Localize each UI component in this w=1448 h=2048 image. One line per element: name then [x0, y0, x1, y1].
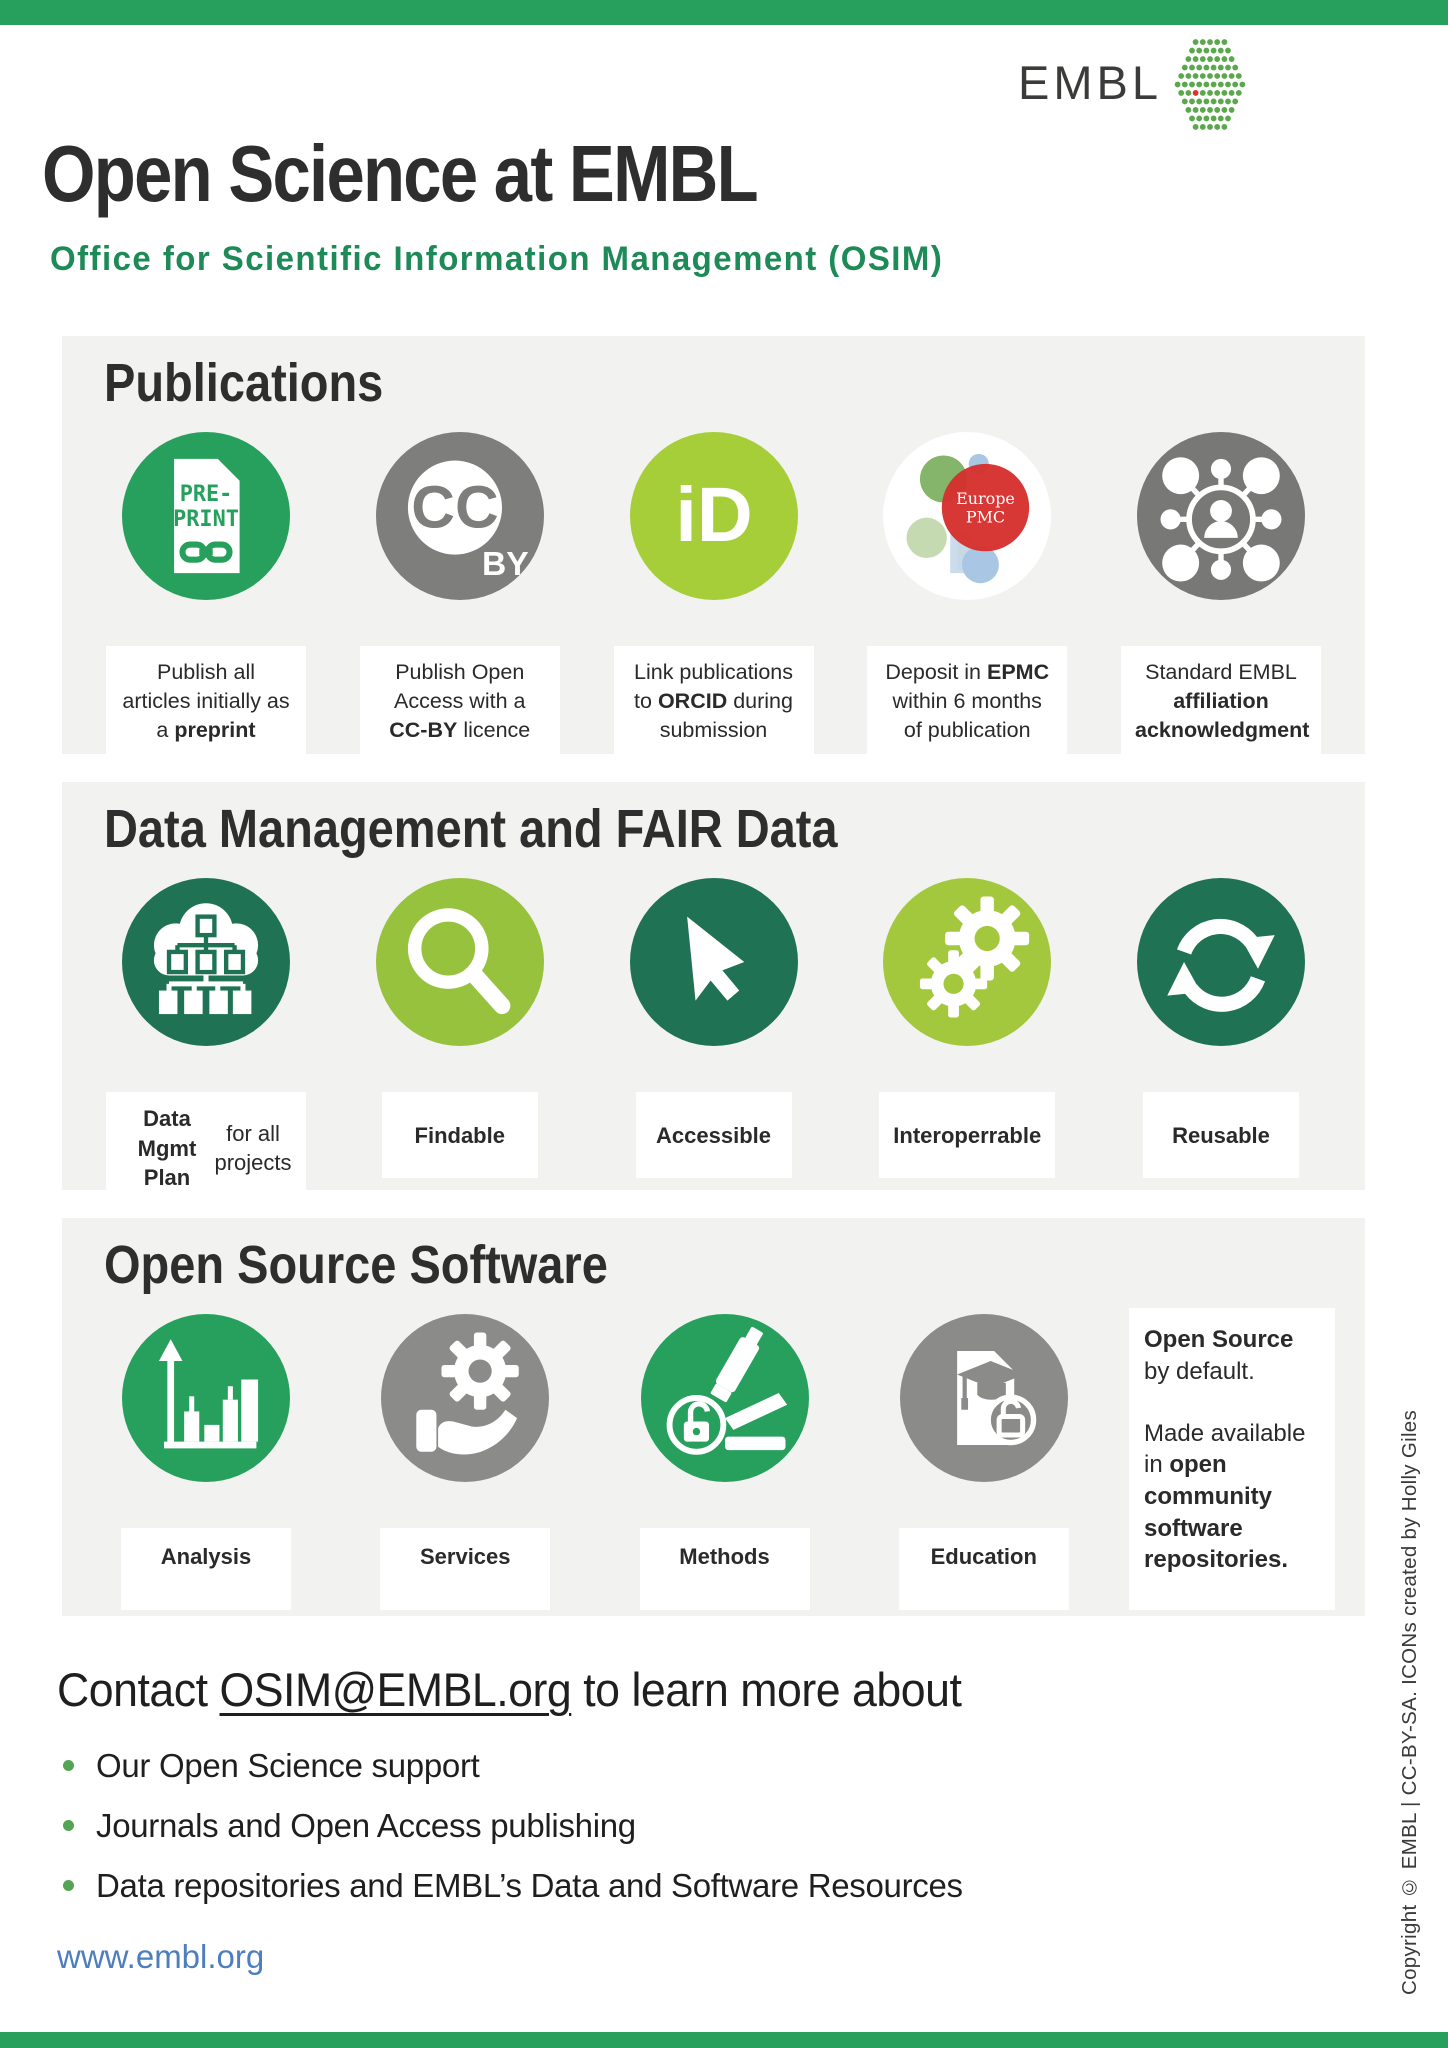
fair-item-findable — [346, 870, 574, 1204]
oss-heading: Open Source Software — [104, 1235, 608, 1295]
contact-heading — [57, 1662, 1178, 1717]
bullet-dot-icon — [63, 1760, 74, 1771]
orcid-icon — [630, 432, 798, 600]
orcid-label: Link publications to ORCID during submission — [614, 646, 814, 756]
cursor-icon — [630, 878, 798, 1046]
top-green-bar — [0, 0, 1448, 25]
fair-item-reusable — [1107, 870, 1335, 1204]
bottom-green-bar — [0, 2032, 1448, 2048]
oss-item-services — [351, 1306, 579, 1610]
epmc-label: Deposit in EPMC within 6 months of publication — [867, 646, 1067, 756]
cc-by-icon — [376, 432, 544, 600]
preprint-icon — [122, 432, 290, 600]
contact-prefix: Contact — [57, 1663, 220, 1716]
preprint-label: Publish all articles initially as a preprint — [106, 646, 306, 756]
publications-row — [92, 424, 1335, 756]
publications-item-orcid — [600, 424, 828, 756]
oss-row — [92, 1306, 1335, 1610]
page-title: Open Science at EMBL — [42, 129, 757, 218]
bullet-dot-icon — [63, 1820, 74, 1831]
europe-pmc-icon — [883, 432, 1051, 600]
embl-logo-hex-dots — [1174, 32, 1246, 132]
reusable-label: Reusable — [1143, 1092, 1299, 1178]
findable-label: Findable — [382, 1092, 538, 1178]
publications-item-preprint — [92, 424, 320, 756]
open-source-note-p1: Open Source by default. — [1144, 1326, 1294, 1385]
affiliation-label: Standard EMBL affiliation acknowledgment — [1121, 646, 1321, 756]
fair-item-interoperable — [853, 870, 1081, 1204]
publications-item-epmc — [853, 424, 1081, 756]
contact-bullets — [57, 1747, 1237, 1905]
magnifier-icon — [376, 878, 544, 1046]
fair-row — [92, 870, 1335, 1204]
methods-label: Methods — [640, 1528, 810, 1610]
svg-text:PRE-: PRE- — [179, 482, 233, 508]
publications-item-ccby — [346, 424, 574, 756]
svg-text:Europe: Europe — [956, 489, 1016, 509]
svg-text:iD: iD — [674, 472, 753, 559]
svg-text:CC: CC — [411, 473, 499, 542]
embl-logo — [1018, 32, 1246, 132]
page-subtitle: Office for Scientific Information Management (OSIM) — [50, 240, 944, 278]
svg-text:PRINT: PRINT — [173, 507, 239, 533]
fair-heading: Data Management and FAIR Data — [104, 799, 838, 859]
ccby-label: Publish Open Access with a CC-BY licence — [360, 646, 560, 756]
data-cloud-icon — [122, 878, 290, 1046]
contact-suffix: to learn more about — [571, 1663, 962, 1716]
open-source-note-p2: Made available in open community software repositories. — [1144, 1419, 1306, 1574]
fair-item-dmp — [92, 870, 320, 1204]
affiliation-network-icon — [1137, 432, 1305, 600]
education-label: Education — [899, 1528, 1069, 1610]
gear-hand-icon — [381, 1314, 549, 1482]
contact-section — [57, 1662, 1237, 1927]
bullet-journals-open-access: Journals and Open Access publishing — [57, 1807, 1237, 1845]
copyright-vertical-text: Copyright © EMBL | CC-BY-SA. ICONs created by Holly Giles — [1398, 1409, 1421, 1995]
services-label: Services — [380, 1528, 550, 1610]
microscope-icon — [641, 1314, 809, 1482]
interoperable-label: Interoperrable — [879, 1092, 1055, 1178]
fair-item-accessible — [600, 870, 828, 1204]
bullet-open-science-support: Our Open Science support — [57, 1747, 1237, 1785]
publications-item-affiliation — [1107, 424, 1335, 756]
recycle-arrows-icon — [1137, 878, 1305, 1046]
embl-logo-text: EMBL — [1018, 55, 1162, 109]
bullet-dot-icon — [63, 1880, 74, 1891]
dmp-label: Data Mgmt Plan for all projects — [106, 1092, 306, 1204]
oss-item-methods — [611, 1306, 839, 1610]
section-open-source — [62, 1218, 1365, 1616]
osim-email-link[interactable]: OSIM@EMBL.org — [219, 1663, 572, 1716]
section-publications — [62, 336, 1365, 754]
education-document-icon — [900, 1314, 1068, 1482]
accessible-label: Accessible — [636, 1092, 792, 1178]
oss-item-analysis — [92, 1306, 320, 1610]
analysis-label: Analysis — [121, 1528, 291, 1610]
oss-item-education — [870, 1306, 1098, 1610]
open-source-note — [1129, 1308, 1335, 1610]
publications-heading: Publications — [104, 353, 384, 413]
svg-text:PMC: PMC — [966, 508, 1006, 528]
svg-text:BY: BY — [481, 546, 529, 584]
bullet-data-repositories: Data repositories and EMBL’s Data and Software Resources — [57, 1867, 1237, 1905]
gears-icon — [883, 878, 1051, 1046]
bar-chart-icon — [122, 1314, 290, 1482]
section-fair-data — [62, 782, 1365, 1190]
embl-website-link[interactable]: www.embl.org — [57, 1938, 265, 1975]
